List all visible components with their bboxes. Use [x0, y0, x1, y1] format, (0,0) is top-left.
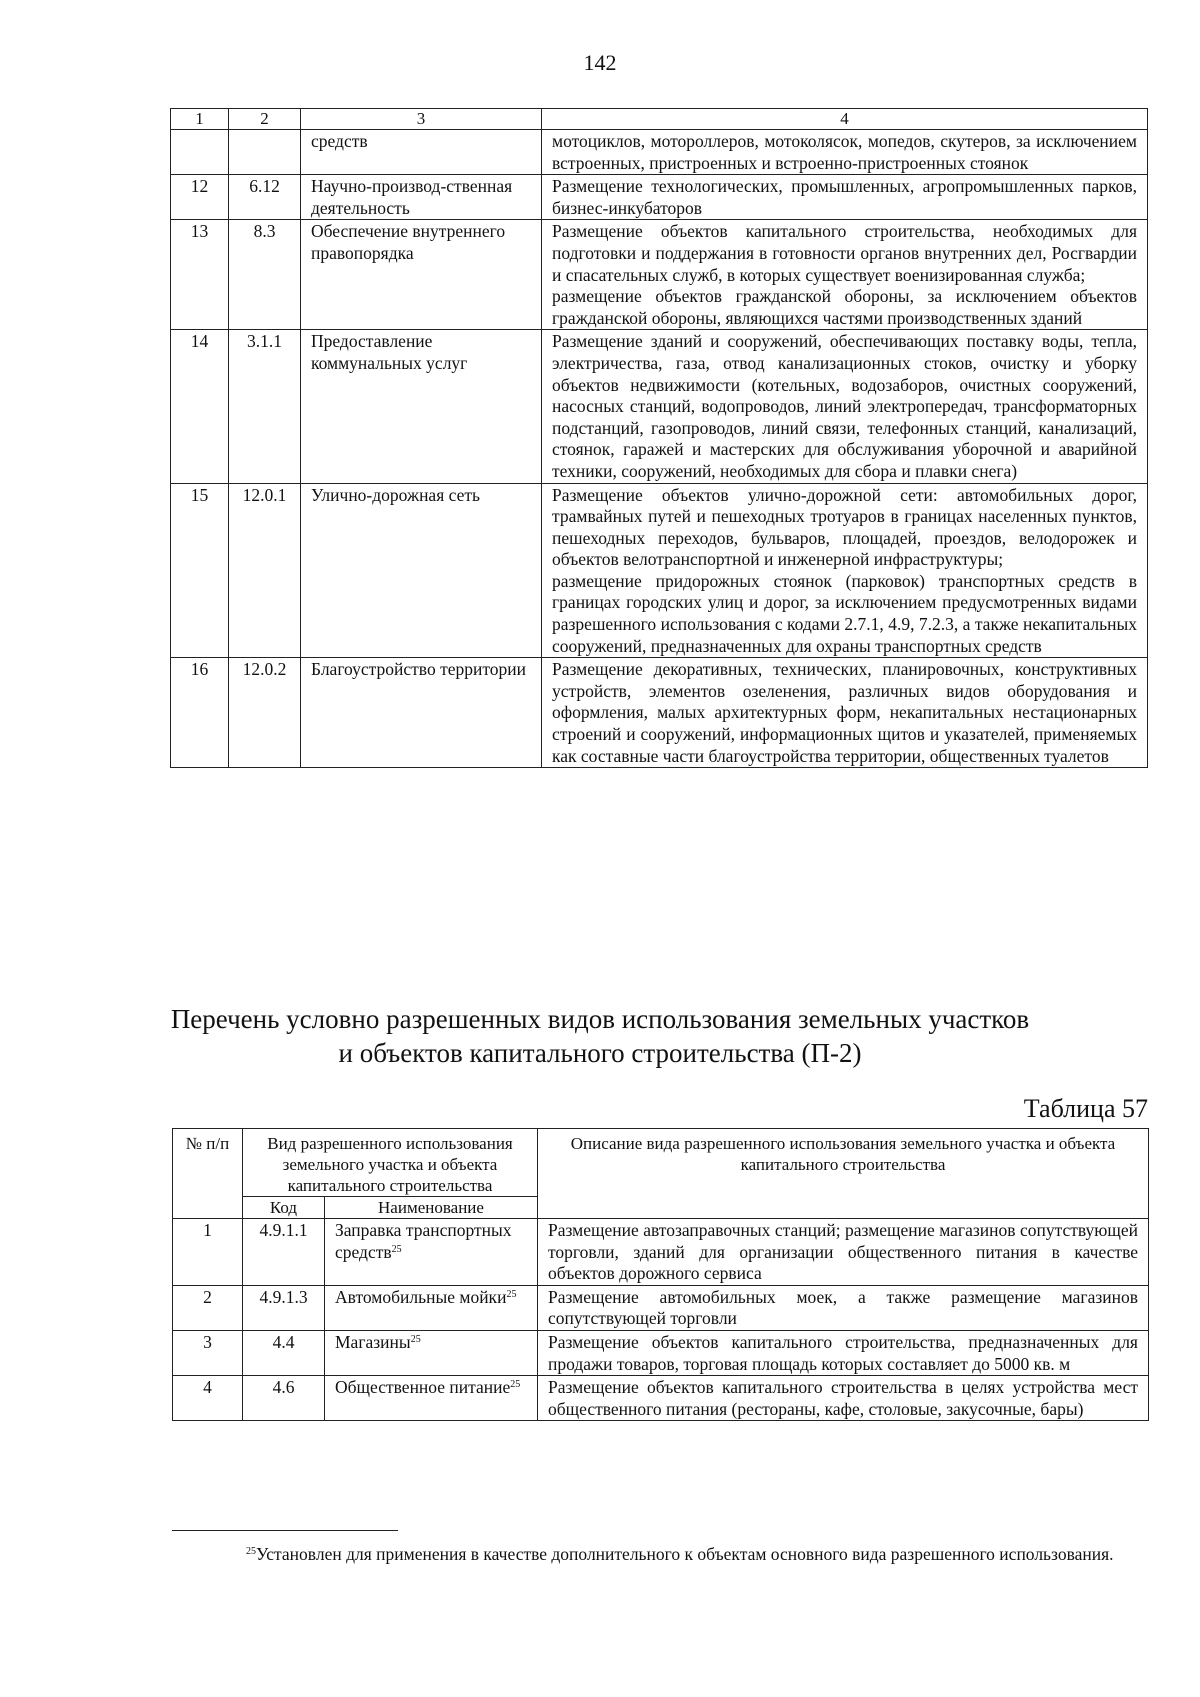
- row-code: 4.9.1.3: [243, 1285, 325, 1330]
- row-code: 4.6: [243, 1376, 325, 1421]
- footnote-ref: 25: [510, 1379, 521, 1391]
- row-description: Размещение автозаправочных станций; размещение магазинов сопутствующей торговли, зданий для организации общественного питания в качестве объектов дорожного сервиса: [538, 1219, 1149, 1286]
- row-description: мотоциклов, мотороллеров, мотоколясок, мопедов, скутеров, за исключением встроенных, пристроенных и встроенно-пристроенных стоянок: [542, 130, 1148, 175]
- header-num: № п/п: [173, 1129, 243, 1219]
- table-row: [171, 658, 1148, 768]
- row-description: Размещение объектов улично-дорожной сети: автомобильных дорог, трамвайных путей и пешеходных тротуаров в границах населенных пунктов, пешеходных переходов, бульваров, площадей, проездов, велодорожек и объектов велотранспортной и инженерной инфраструктуры; размещение придорожных стоянок (парковок) транспортных средств в границах городских улиц и дорог, за исключением предусмотренных видами разрешенного использования с кодами 2.7.1, 4.9, 7.2.3, а также некапитальных сооружений, предназначенных для охраны транспортных средств: [542, 483, 1148, 658]
- table-row: [171, 330, 1148, 483]
- row-description: Размещение автомобильных моек, а также размещение магазинов сопутствующей торговли: [538, 1285, 1149, 1330]
- row-number: 15: [171, 483, 229, 658]
- row-name: Заправка транспортных средств$^{25}$: [325, 1219, 538, 1286]
- table-row: [173, 1376, 1149, 1421]
- footnote-ref: 25: [391, 1243, 402, 1255]
- row-number: [171, 130, 229, 175]
- row-number: 2: [173, 1285, 243, 1330]
- row-name: Магазины$^{25}$: [325, 1330, 538, 1375]
- row-name: Улично-дорожная сеть: [301, 483, 542, 658]
- row-code: 8.3: [229, 220, 301, 330]
- column-header: 3: [301, 109, 542, 130]
- footnote-mark: 25: [246, 1546, 256, 1557]
- row-name: средств: [301, 130, 542, 175]
- row-number: 1: [173, 1219, 243, 1286]
- table-label: Таблица 57: [1023, 1094, 1148, 1123]
- footnote-ref: 25: [506, 1288, 517, 1300]
- section-title: [100, 1002, 1100, 1070]
- row-number: 16: [171, 658, 229, 768]
- table-row: [173, 1285, 1149, 1330]
- row-description: Размещение объектов капитального строительства, необходимых для подготовки и поддержания в готовности органов внутренних дел, Росгвардии и спасательных служб, в которых существует военизированная служба; размещение объектов гражданской обороны, за исключением объектов гражданской обороны, являющихся частями производственных зданий: [542, 220, 1148, 330]
- row-description: Размещение декоративных, технических, планировочных, конструктивных устройств, элементов озеленения, различных видов оборудования и оформления, малых архитектурных форм, некапитальных нестационарных строений и сооружений, информационных щитов и указателей, применяемых как составные части благоустройства территории, общественных туалетов: [542, 658, 1148, 768]
- row-description: Размещение зданий и сооружений, обеспечивающих поставку воды, тепла, электричества, газа, отвод канализационных стоков, очистку и уборку объектов недвижимости (котельных, водозаборов, очистных сооружений, насосных станций, водопроводов, линий электропередач, трансформаторных подстанций, газопроводов, линий связи, телефонных станций, канализаций, стоянок, гаражей и мастерских для обслуживания уборочной и аварийной техники, сооружений, необходимых для сбора и плавки снега): [542, 330, 1148, 483]
- footnote-text: Установлен для применения в качестве дополнительного к объектам основного вида разрешенного использования.: [256, 1544, 1114, 1564]
- row-number: 4: [173, 1376, 243, 1421]
- row-code: 12.0.2: [229, 658, 301, 768]
- table-row: [173, 1219, 1149, 1286]
- row-name: Научно-производ-ственная деятельность: [301, 175, 542, 220]
- footnote: [172, 1543, 1148, 1566]
- row-number: 3: [173, 1330, 243, 1375]
- section-title-line: Перечень условно разрешенных видов использования земельных участков: [170, 1004, 1030, 1034]
- continuation-table: [170, 108, 1148, 768]
- table-row: [171, 130, 1148, 175]
- column-header: 2: [229, 109, 301, 130]
- permitted-uses-table: [172, 1128, 1149, 1421]
- row-code: 4.9.1.1: [243, 1219, 325, 1286]
- table-row: [173, 1330, 1149, 1375]
- row-code: 6.12: [229, 175, 301, 220]
- footnote-divider: [172, 1530, 398, 1531]
- row-code: [229, 130, 301, 175]
- row-code: 4.4: [243, 1330, 325, 1375]
- table-row: [171, 483, 1148, 658]
- column-header: 4: [542, 109, 1148, 130]
- row-name: Благоустройство территории: [301, 658, 542, 768]
- row-name: Автомобильные мойки$^{25}$: [325, 1285, 538, 1330]
- row-description: Размещение объектов капитального строительства, предназначенных для продажи товаров, торговая площадь которых составляет до 5000 кв. м: [538, 1330, 1149, 1375]
- page-number: 142: [583, 50, 617, 75]
- row-description: Размещение технологических, промышленных, агропромышленных парков, бизнес-инкубаторов: [542, 175, 1148, 220]
- table-row: [171, 175, 1148, 220]
- header-desc: Описание вида разрешенного использования земельного участка и объекта капитального строительства: [538, 1129, 1149, 1219]
- row-code: 3.1.1: [229, 330, 301, 483]
- header-name: Наименование: [325, 1197, 538, 1219]
- section-title-line: и объектов капитального строительства (П-2): [338, 1038, 862, 1068]
- row-description: Размещение объектов капитального строительства в целях устройства мест общественного питания (рестораны, кафе, столовые, закусочные, бары): [538, 1376, 1149, 1421]
- row-number: 12: [171, 175, 229, 220]
- footnote-ref: 25: [410, 1333, 421, 1345]
- table-header-row: [173, 1129, 1149, 1197]
- row-name: Предоставление коммунальных услуг: [301, 330, 542, 483]
- header-type: Вид разрешенного использования земельного участка и объекта капитального строительства: [243, 1129, 538, 1197]
- continuation-table-header-row: [171, 109, 1148, 130]
- row-name: Общественное питание$^{25}$: [325, 1376, 538, 1421]
- row-name: Обеспечение внутреннего правопорядка: [301, 220, 542, 330]
- row-number: 13: [171, 220, 229, 330]
- column-header: 1: [171, 109, 229, 130]
- table-row: [171, 220, 1148, 330]
- header-code: Код: [243, 1197, 325, 1219]
- row-code: 12.0.1: [229, 483, 301, 658]
- row-number: 14: [171, 330, 229, 483]
